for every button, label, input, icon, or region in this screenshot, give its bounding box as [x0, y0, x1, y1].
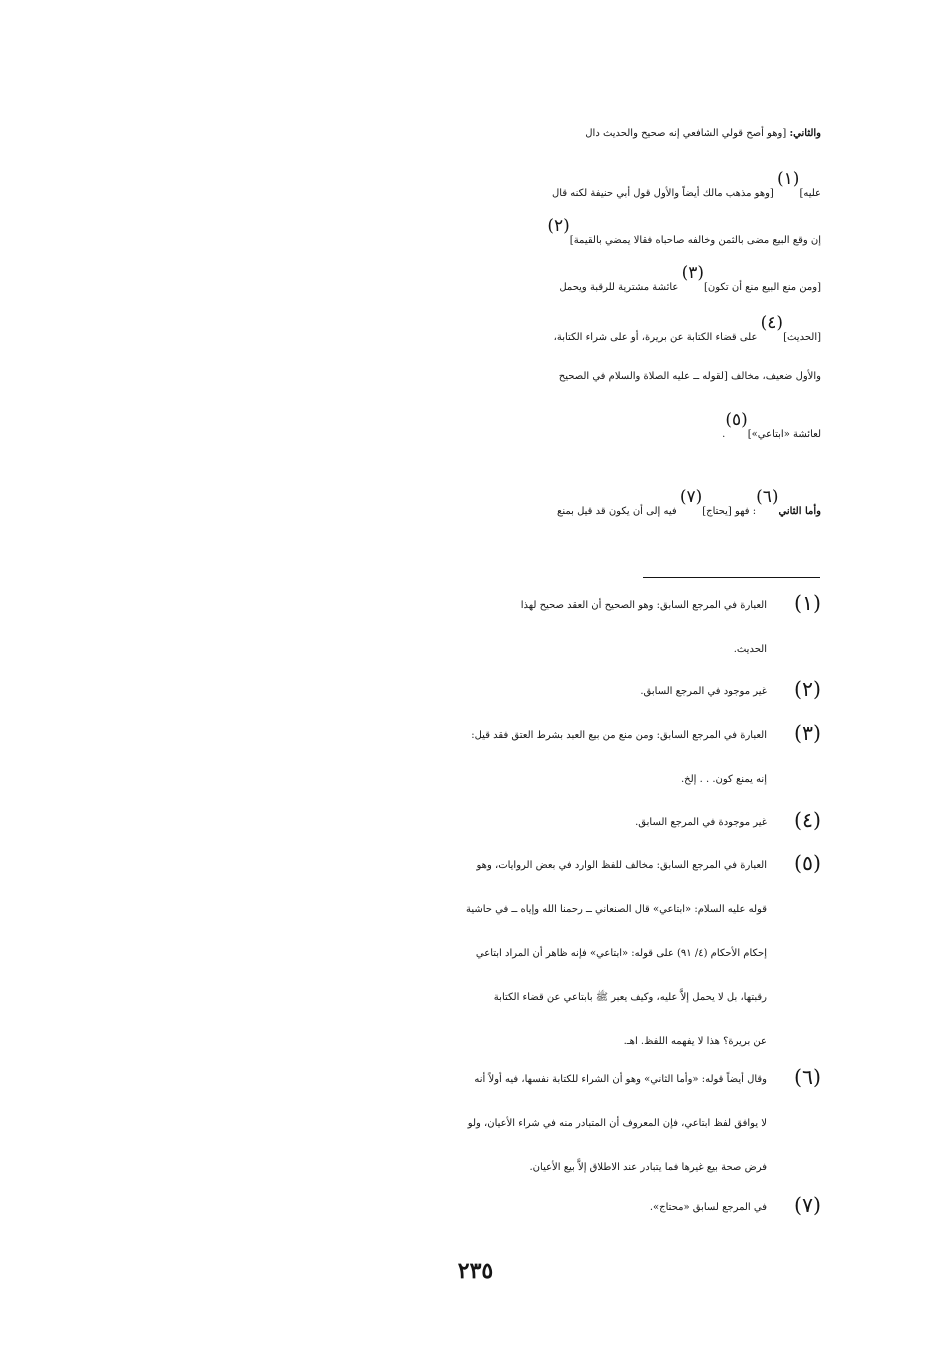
- section-two-line: [121, 487, 821, 517]
- footnote-body: [121, 808, 767, 852]
- text-segment: عليه]: [799, 188, 821, 199]
- main-text-line: [121, 128, 821, 139]
- page-number: ٢٣٥: [457, 1258, 494, 1284]
- footnote-body: [121, 721, 767, 809]
- footnote-line: العبارة في المرجع السابق: مخالف للفظ الوارد في بعض الروايات، وهو: [476, 860, 767, 871]
- main-text-line: [121, 216, 821, 246]
- footnote-body: [121, 1193, 767, 1237]
- text-segment: : فهو [يحتاج]: [702, 506, 757, 517]
- footnote-line: قوله عليه السلام: «ابتاعي» قال الصنعاني ــ رحمنا الله وإياه ــ في حاشية: [465, 904, 767, 915]
- footnote-line: غير موجودة في المرجع السابق.: [635, 817, 767, 828]
- main-text-line: [121, 410, 821, 440]
- footnote-number: (١): [793, 591, 821, 615]
- footnote-line: الحديث.: [733, 644, 767, 655]
- main-text-line: [121, 263, 821, 293]
- footnote-line: رقبتها، بل لا يحمل إلاَّ عليه، وكيف يعبر ﷺ بابتاعي عن قضاء الكتابة: [493, 992, 767, 1003]
- footnote-ref: (٢): [547, 216, 570, 236]
- line-lead-word: والثاني:: [789, 128, 821, 139]
- footnote: [121, 1065, 821, 1197]
- footnote-line: إحكام الأحكام (٤/ ٩١) على قوله: «ابتاعي» فإنه ظاهر أن المراد ابتاعي: [475, 948, 767, 959]
- section-heading: وأما الثاني: [778, 506, 821, 517]
- footnote: [121, 677, 821, 721]
- text-segment: إن وقع البيع مضى بالثمن وخالفه صاحباه فقالا يمضي بالقيمة]: [569, 235, 821, 246]
- text-segment: .: [722, 429, 726, 440]
- footnote-ref: (٧): [679, 487, 703, 507]
- footnote-body: [121, 677, 767, 721]
- footnote-ref: (٣): [681, 263, 704, 283]
- footnote-number: (٦): [793, 1065, 821, 1089]
- footnote-ref: (٥): [725, 410, 748, 430]
- footnote-ref: (٤): [760, 313, 784, 333]
- footnote-body: [121, 591, 767, 679]
- footnote-number: (٣): [793, 721, 821, 745]
- footnote: [121, 721, 821, 809]
- main-text-line: [121, 371, 821, 382]
- main-text-line: [121, 169, 821, 199]
- footnote: [121, 1193, 821, 1237]
- footnote-line: إنه يمنع كون. . . إلخ.: [681, 774, 767, 785]
- text-segment: [وهو أصح قولي الشافعي إنه صحيح والحديث دال: [585, 128, 790, 139]
- text-segment: على قضاء الكتابة عن بريرة، أو على شراء الكتابة،: [553, 332, 761, 343]
- footnote-ref: (٦): [756, 487, 779, 507]
- footnote-line: فرض صحة بيع غيرها فما يتبادر عند الاطلاق إلاَّ بيع الأعيان.: [529, 1162, 767, 1173]
- footnote-body: [121, 851, 767, 1071]
- footnote-line: العبارة في المرجع السابق: ومن منع من بيع العبد بشرط العتق فقد قيل:: [471, 730, 767, 741]
- footnote-line: العبارة في المرجع السابق: وهو الصحيح أن العقد صحيح لهذا: [520, 600, 767, 611]
- footnote-line: عن بريرة؟ هذا لا يفهمه اللفظ. اهـ.: [623, 1036, 767, 1047]
- footnote-number: (٢): [793, 677, 821, 701]
- footnote: [121, 808, 821, 852]
- text-segment: لعائشة «ابتاعي»]: [747, 429, 821, 440]
- footnote-ref: (١): [777, 169, 800, 189]
- footnote-number: (٧): [793, 1193, 821, 1217]
- footnote-body: [121, 1065, 767, 1197]
- text-segment: فيه إلى أن يكون قد قيل بمنع: [557, 506, 680, 517]
- footnote: [121, 851, 821, 1071]
- main-text-line: [121, 313, 821, 343]
- footnote-line: وقال أيضاً قوله: «وأما الثاني» وهو أن الشراء للكتابة نفسها، فيه أولاً أنه: [474, 1074, 767, 1085]
- text-segment: والأول ضعيف، مخالف [لقوله ــ عليه الصلاة والسلام في الصحيح: [558, 371, 821, 382]
- text-segment: عائشة مشترية للرقبة ويحمل: [559, 282, 682, 293]
- text-segment: [ومن منع البيع منع أن تكون]: [703, 282, 821, 293]
- footnote-line: لا يوافق لفظ ابتاعي، فإن المعروف أن المتبادر منه في شراء الأعيان، ولو: [467, 1118, 767, 1129]
- footnote-line: في المرجع لسابق «محتاج».: [649, 1202, 767, 1213]
- footnote: [121, 591, 821, 679]
- text-segment: [وهو مذهب مالك أيضاً والأول قول أبي حنيفة لكنه قال: [552, 188, 778, 199]
- footnote-line: غير موجود في المرجع السابق.: [640, 686, 767, 697]
- text-segment: [الحديث]: [783, 332, 821, 343]
- footnote-number: (٤): [793, 808, 821, 832]
- footnote-separator: [643, 577, 820, 578]
- footnote-number: (٥): [793, 851, 821, 875]
